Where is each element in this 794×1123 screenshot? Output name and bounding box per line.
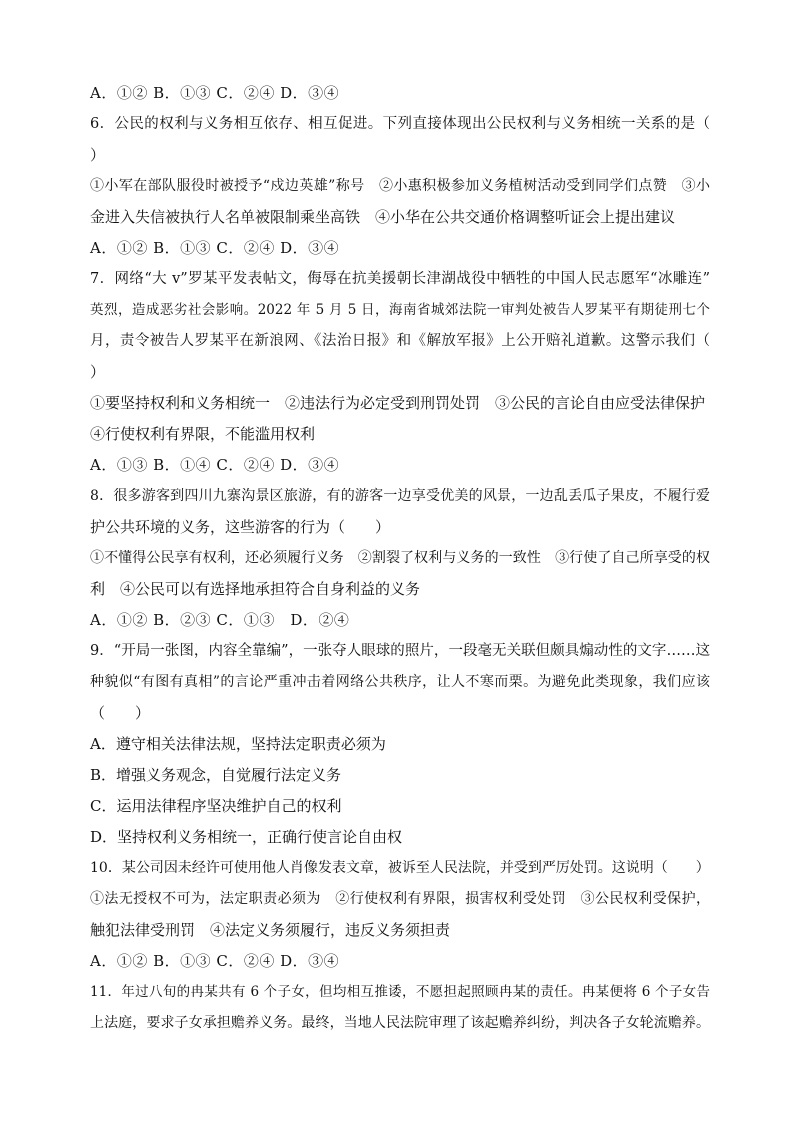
q11-stem-line-1: 11．年过八旬的冉某共有 6 个子女，但均相互推诿，不愿担起照顾冉某的责任。冉某便将 6 个子女告 (90, 984, 710, 1000)
q6-options: A．①② B．①③ C．②④ D．③④ (90, 239, 340, 257)
q8-stem-line-2: 护公共环境的义务，这些游客的行为（ ） (90, 518, 391, 536)
q10-choices-line-2: 触犯法律受刑罚 ④法定义务须履行，违反义务须担责 (90, 921, 451, 939)
q8-choices-line-1: ①不懂得公民享有权利，还必须履行义务 ②割裂了权利与义务的一致性 ③行使了自己所享受的权 (90, 550, 710, 566)
q8-choices-line-2: 利 ④公民可以有选择地承担符合自身利益的义务 (90, 580, 421, 598)
q7-stem-line-1: 7．网络“大 v”罗某平发表帖文，侮辱在抗美援朝长津湖战役中牺牲的中国人民志愿军“冰雕连” (90, 271, 710, 287)
q7-choices-line-1: ①要坚持权利和义务相统一 ②违法行为必定受到刑罚处罚 ③公民的言论自由应受法律保护 (90, 394, 706, 412)
q7-stem-line-4: ） (90, 363, 106, 381)
q7-choices-line-2: ④行使权利有界限，不能滥用权利 (90, 425, 316, 443)
q9-stem-line-2: 种貌似“有图有真相”的言论严重冲击着网络公共秩序，让人不寒而栗。为避免此类现象，我们应该 (90, 674, 710, 690)
q9-option-c: C．运用法律程序坚决维护自己的权利 (90, 797, 342, 815)
q6-stem-line-2: ） (90, 146, 106, 164)
q9-stem-line-1: 9．“开局一张图，内容全靠编”，一张夺人眼球的照片，一段毫无关联但颇具煽动性的文字……这 (90, 643, 710, 659)
q7-options: A．①③ B．①④ C．②④ D．③④ (90, 456, 340, 474)
q10-options: A．①② B．①③ C．②④ D．③④ (90, 952, 340, 970)
q8-stem-line-1: 8．很多游客到四川九寨沟景区旅游，有的游客一边享受优美的风景，一边乱丢瓜子果皮，不履行爱 (90, 488, 710, 504)
q5-options: A．①② B．①③ C．②④ D．③④ (90, 84, 340, 102)
q6-choices-line-2: 金进入失信被执行人名单被限制乘坐高铁 ④小华在公共交通价格调整听证会上提出建议 (90, 208, 676, 226)
q9-option-d: D．坚持权利义务相统一，正确行使言论自由权 (90, 828, 403, 846)
q6-choices-line-1: ①小军在部队服役时被授予“戍边英雄”称号 ②小惠积极参加义务植树活动受到同学们点赞 ③小 (90, 178, 710, 194)
q7-stem-line-3: 月，责令被告人罗某平在新浪网、《法治日报》和《解放军报》上公开赔礼道歉。这警示我们（ (90, 333, 710, 349)
q6-stem-line-1: 6．公民的权利与义务相互依存、相互促进。下列直接体现出公民权利与义务相统一关系的是（ (90, 116, 710, 132)
q10-choices-line-1: ①法无授权不可为，法定职责必须为 ②行使权利有界限，损害权利受处罚 ③公民权利受保护， (90, 891, 710, 907)
q8-options: A．①② B．②③ C．①③ D．②④ (90, 611, 350, 629)
q9-stem-line-3: （ ） (90, 704, 151, 722)
q9-option-b: B．增强义务观念，自觉履行法定义务 (90, 766, 342, 784)
q7-stem-line-2: 英烈，造成恶劣社会影响。2022 年 5 月 5 日，海南省城郊法院一审判处被告人罗某平有期徒刑七个 (90, 302, 710, 318)
q9-option-a: A．遵守相关法律法规，坚持法定职责必须为 (90, 735, 386, 753)
q11-stem-line-2: 上法庭，要求子女承担赡养义务。最终，当地人民法院审理了该起赡养纠纷，判决各子女轮流赡养。 (90, 1015, 710, 1031)
q10-stem: 10．某公司因未经许可使用他人肖像发表文章，被诉至人民法院，并受到严厉处罚。这说明（ ） (90, 860, 710, 876)
